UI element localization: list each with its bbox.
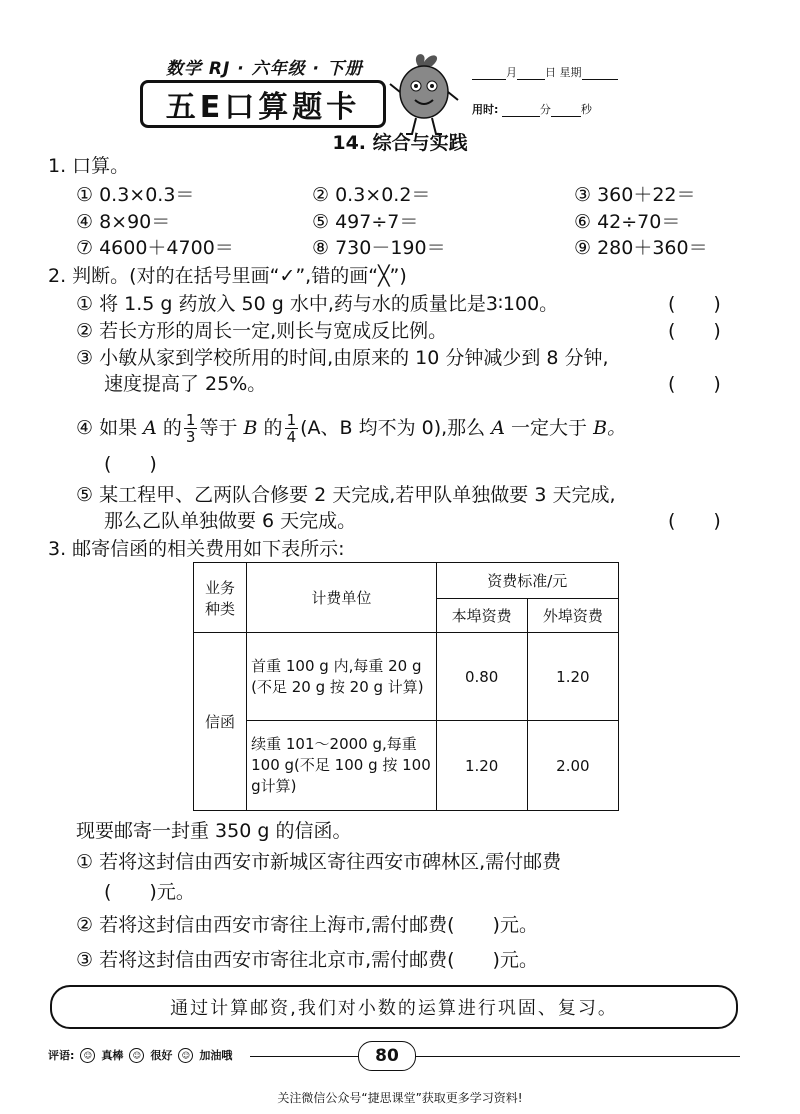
row2-unit: 续重 101～2000 g,每重 100 g(不足 100 g 按 100 g计算) xyxy=(247,721,436,811)
slogan-banner: 通过计算邮资,我们对小数的运算进行巩固、复习。 xyxy=(50,985,738,1029)
q3-sub-1-line1: ① 若将这封信由西安市新城区寄往西安市碑林区,需付邮费 xyxy=(76,851,562,873)
q1-item-7: ⑦ 4600＋4700＝ xyxy=(76,237,234,259)
category-letter: 信函 xyxy=(194,633,247,811)
q2-item-2: ② 若长方形的周长一定,则长与宽成反比例。 xyxy=(76,320,448,342)
fraction-one-fourth: $\frac{1}{4}$ xyxy=(286,411,297,446)
header-fee-standard: 资费标准/元 xyxy=(436,563,618,599)
card-title: 五E口算题卡 xyxy=(140,80,386,128)
q2-answer-2[interactable]: ( ) xyxy=(668,320,721,342)
header-remote-fee: 外埠资费 xyxy=(527,599,618,633)
date-field: 月 日 星期 xyxy=(472,64,618,80)
q3-intro: 现要邮寄一封重 350 g 的信函。 xyxy=(76,820,352,842)
q2-answer-5[interactable]: ( ) xyxy=(668,510,721,532)
row1-unit: 首重 100 g 内,每重 20 g (不足 20 g 按 20 g 计算) xyxy=(247,633,436,721)
evaluation-bar: 评语: ☺ 真棒 ☺ 很好 ☺ 加油哦 xyxy=(48,1049,233,1062)
q1-title: 1. 口算。 xyxy=(48,155,130,177)
q2-item-5-line2: 那么乙队单独做要 6 天完成。 xyxy=(104,510,357,532)
q1-item-1: ① 0.3×0.3＝ xyxy=(76,184,195,206)
q2-item-3-line1: ③ 小敏从家到学校所用的时间,由原来的 10 分钟减少到 8 分钟, xyxy=(76,347,609,369)
header-billing-unit: 计费单位 xyxy=(247,563,436,633)
q1-item-8: ⑧ 730－190＝ xyxy=(312,237,446,259)
q1-item-3: ③ 360＋22＝ xyxy=(574,184,696,206)
row1-remote: 1.20 xyxy=(527,633,618,721)
section-title: 14. 综合与实践 xyxy=(332,132,468,154)
page-number: 80 xyxy=(358,1041,416,1071)
q2-title: 2. 判断。(对的在括号里画“✓”,错的画“╳”) xyxy=(48,265,407,287)
header-business-type: 业务种类 xyxy=(194,563,247,633)
row1-local: 0.80 xyxy=(436,633,527,721)
postage-fee-table xyxy=(193,562,619,811)
mascot-icon xyxy=(388,48,460,138)
q3-title: 3. 邮寄信函的相关费用如下表所示: xyxy=(48,538,345,560)
happy-face-icon[interactable]: ☺ xyxy=(129,1048,144,1063)
row2-remote: 2.00 xyxy=(527,721,618,811)
q2-answer-4[interactable]: ( ) xyxy=(104,453,157,475)
q3-sub-1-line2[interactable]: ( )元。 xyxy=(104,881,195,903)
row2-local: 1.20 xyxy=(436,721,527,811)
q2-item-3-line2: 速度提高了 25%。 xyxy=(104,373,267,395)
bottom-note: 关注微信公众号“捷思课堂”获取更多学习资料! xyxy=(277,1091,523,1105)
q2-answer-1[interactable]: ( ) xyxy=(668,293,721,315)
subject-line: 数学 RJ · 六年级 · 下册 xyxy=(166,59,363,79)
fraction-one-third: $\frac{1}{3}$ xyxy=(185,411,196,446)
q2-item-1: ① 将 1.5 g 药放入 50 g 水中,药与水的质量比是3∶100。 xyxy=(76,293,559,315)
q2-item-4: ④ 如果 A 的 $\frac{1}{3}$ 等于 B 的 $\frac{1}{4}$ (A、B 均不为 0),那么 A 一定大于 B。 xyxy=(76,411,627,446)
q1-item-4: ④ 8×90＝ xyxy=(76,211,171,233)
q2-answer-3[interactable]: ( ) xyxy=(668,373,721,395)
q1-item-6: ⑥ 42÷70＝ xyxy=(574,211,681,233)
q3-sub-2[interactable]: ② 若将这封信由西安市寄往上海市,需付邮费( )元。 xyxy=(76,914,538,936)
q1-item-9: ⑨ 280＋360＝ xyxy=(574,237,708,259)
q1-item-5: ⑤ 497÷7＝ xyxy=(312,211,419,233)
header-local-fee: 本埠资费 xyxy=(436,599,527,633)
smile-face-icon[interactable]: ☺ xyxy=(80,1048,95,1063)
q3-sub-3[interactable]: ③ 若将这封信由西安市寄往北京市,需付邮费( )元。 xyxy=(76,949,538,971)
q1-item-2: ② 0.3×0.2＝ xyxy=(312,184,431,206)
time-field: 用时: 分 秒 xyxy=(472,103,592,116)
q2-item-5-line1: ⑤ 某工程甲、乙两队合修要 2 天完成,若甲队单独做要 3 天完成, xyxy=(76,484,616,506)
footer-divider xyxy=(250,1056,740,1057)
cheer-face-icon[interactable]: ☺ xyxy=(178,1048,193,1063)
